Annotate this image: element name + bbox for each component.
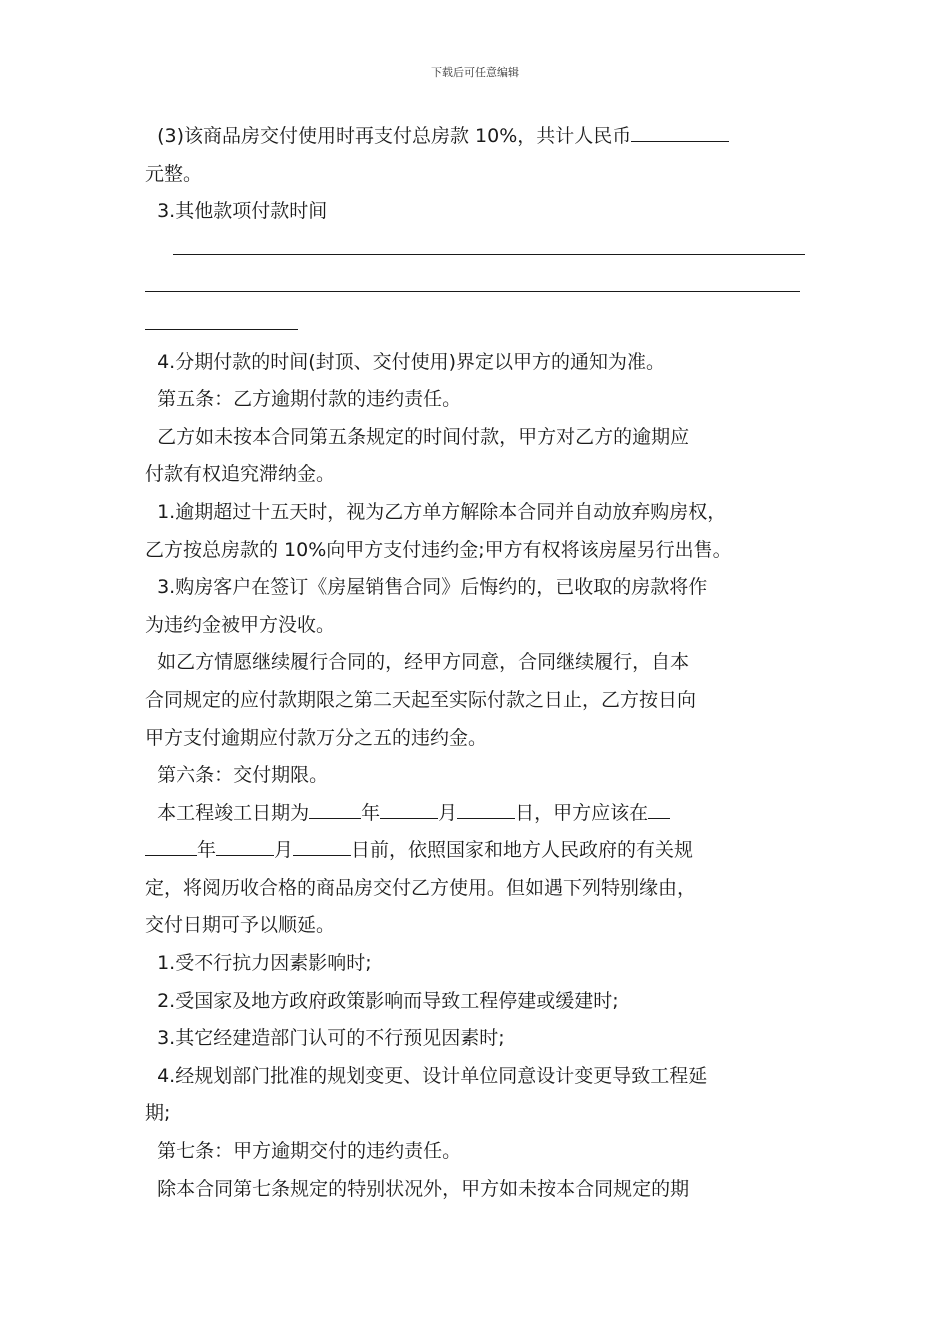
paragraph-line: 交付日期可予以顺延。 (145, 914, 336, 937)
paragraph-line: 元整。 (145, 162, 203, 185)
blank-field (216, 835, 274, 856)
line-text: 日，甲方应该在 (515, 801, 649, 824)
paragraph-line: 3.购房客户在签订《房屋销售合同》后悔约的，已收取的房款将作 (145, 576, 708, 599)
paragraph-line: 甲方支付逾期应付款万分之五的违约金。 (145, 726, 488, 749)
blank-field (309, 798, 361, 819)
line-text: 月 (438, 801, 458, 824)
blank-line (145, 268, 810, 306)
paragraph-line: 乙方如未按本合同第五条规定的时间付款，甲方对乙方的逾期应 (145, 425, 690, 448)
blank-field (631, 121, 729, 142)
page-header: 下载后可任意编辑 (431, 66, 519, 79)
paragraph-line: 除本合同第七条规定的特别状况外，甲方如未按本合同规定的期 (145, 1177, 690, 1200)
line-text: 年 (361, 801, 381, 824)
blank-field (145, 271, 800, 292)
blank-field (457, 798, 515, 819)
section-heading: 第六条：交付期限。 (145, 764, 329, 787)
paragraph-line: 付款有权追究滞纳金。 (145, 463, 336, 486)
line-text: (3)该商品房交付使用时再支付总房款 10%，共计人民币 (145, 125, 632, 147)
blank-field (145, 835, 197, 856)
blank-line (145, 231, 810, 269)
blank-field (380, 798, 438, 819)
list-item: 3.其它经建造部门认可的不行预见因素时; (145, 1027, 505, 1050)
paragraph-line: 定，将阅历收合格的商品房交付乙方使用。但如遇下列特别缘由， (145, 876, 697, 899)
section-heading: 第五条：乙方逾期付款的违约责任。 (145, 388, 462, 411)
paragraph-line (145, 795, 810, 833)
blank-field (293, 835, 351, 856)
paragraph-line: 如乙方情愿继续履行合同的，经甲方同意，合同继续履行，自本 (145, 651, 690, 674)
blank-field (145, 309, 298, 330)
paragraph-line: 合同规定的应付款期限之第二天起至实际付款之日止，乙方按日向 (145, 688, 697, 711)
line-text: 日前，依照国家和地方人民政府的有关规 (351, 839, 694, 862)
list-item: 期; (145, 1102, 171, 1125)
section-heading: 第七条：甲方逾期交付的违约责任。 (145, 1140, 462, 1163)
paragraph-line: 乙方按总房款的 10%向甲方支付违约金;甲方有权将该房屋另行出售。 (145, 538, 732, 561)
list-item: 1.受不行抗力因素影响时; (145, 952, 372, 975)
paragraph-line: 1.逾期超过十五天时，视为乙方单方解除本合同并自动放弃购房权， (145, 500, 727, 523)
line-text: 月 (274, 839, 294, 862)
list-item: 2.受国家及地方政府政策影响而导致工程停建或缓建时; (145, 989, 619, 1012)
blank-field (173, 234, 805, 255)
document-body (145, 118, 810, 1208)
blank-field (648, 798, 670, 819)
paragraph-line: 4.分期付款的时间(封顶、交付使用)界定以甲方的通知为准。 (145, 350, 666, 373)
list-item: 4.经规划部门批准的规划变更、设计单位同意设计变更导致工程延 (145, 1064, 708, 1087)
paragraph-line: 3.其他款项付款时间 (145, 200, 328, 223)
blank-line (145, 306, 810, 344)
paragraph-line (145, 832, 810, 870)
paragraph-line (145, 118, 810, 156)
line-text: 本工程竣工日期为 (145, 801, 310, 824)
paragraph-line: 为违约金被甲方没收。 (145, 613, 336, 636)
line-text: 年 (197, 839, 217, 862)
